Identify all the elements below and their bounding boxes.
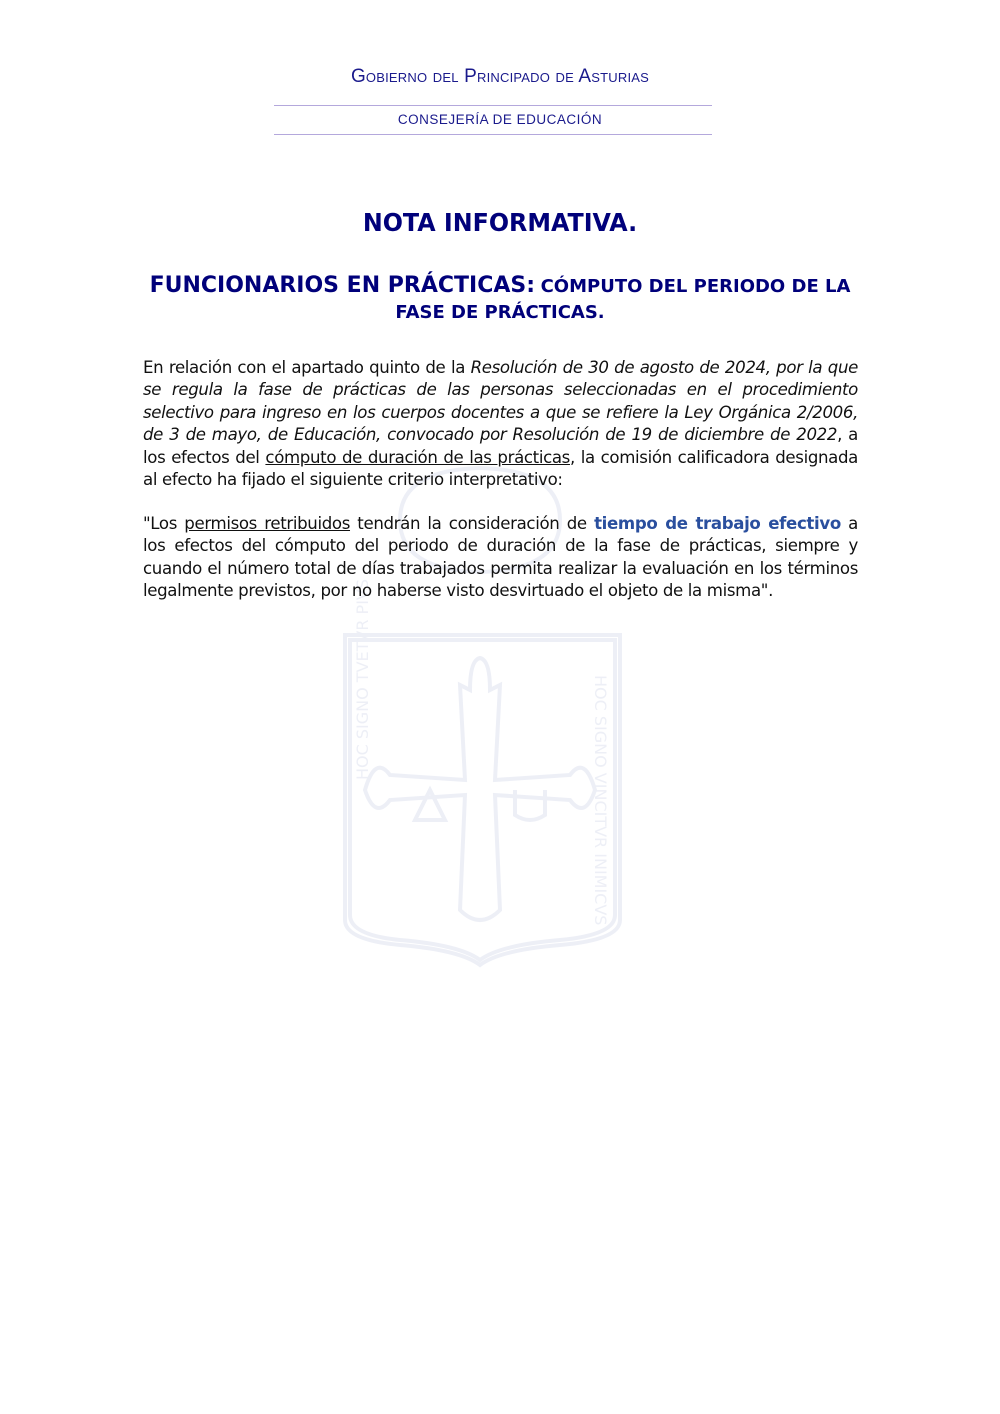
underlined-permisos: permisos retribuidos: [184, 514, 351, 533]
underlined-computo: cómputo de duración de las prácticas: [265, 447, 570, 467]
quote-end: a los efectos del cómputo del periodo de duración de la fase de prácticas, siempre y cuando el número total de días trabajados permita realizar la evaluación en los términos legalmente previstos, por no haberse visto desvirtuado el objeto de la misma".: [143, 514, 858, 601]
subtitle: [140, 273, 860, 326]
department-header: CONSEJERÍA DE EDUCACIÓN: [397, 112, 603, 127]
mid-text: , a los efectos del: [143, 425, 858, 467]
watermark-motto-left: HOC SIGNO TVETVR PIVS: [353, 578, 372, 780]
header-divider-bottom: [274, 134, 712, 135]
resolution-reference: Resolución de 30 de agosto de 2024, por la que se regula la fase de prácticas de las personas seleccionadas en el procedimiento selectivo para ingreso en los cuerpos docentes a que se refiere la Ley Orgánica 2/2006, de 3 de mayo, de Educación, convocado por Resolución de 19 de diciembre de 2022: [143, 358, 858, 445]
subtitle-rest: CÓMPUTO DEL PERIODO DE LA FASE DE PRÁCTICAS.: [395, 276, 851, 323]
end-text: , la comisión calificadora designada al efecto ha fijado el siguiente criterio interpretativo:: [143, 447, 858, 490]
header-divider-top: [274, 105, 712, 106]
subtitle-main: FUNCIONARIOS EN PRÁCTICAS:: [149, 273, 536, 298]
page-title: NOTA INFORMATIVA.: [362, 208, 638, 237]
quote-start: "Los: [143, 514, 185, 533]
paragraph-criterion: [143, 513, 858, 603]
intro-text: En relación con el apartado quinto de la: [143, 358, 471, 377]
mid-text: tendrán la consideración de: [350, 514, 595, 533]
government-header: Gobierno del Principado de Asturias: [350, 66, 650, 87]
highlight-tiempo-trabajo: tiempo de trabajo efectivo: [594, 514, 841, 533]
watermark-motto-right: HOC SIGNO VINCITVR INIMICVS: [591, 675, 610, 926]
paragraph-intro: [143, 357, 858, 491]
